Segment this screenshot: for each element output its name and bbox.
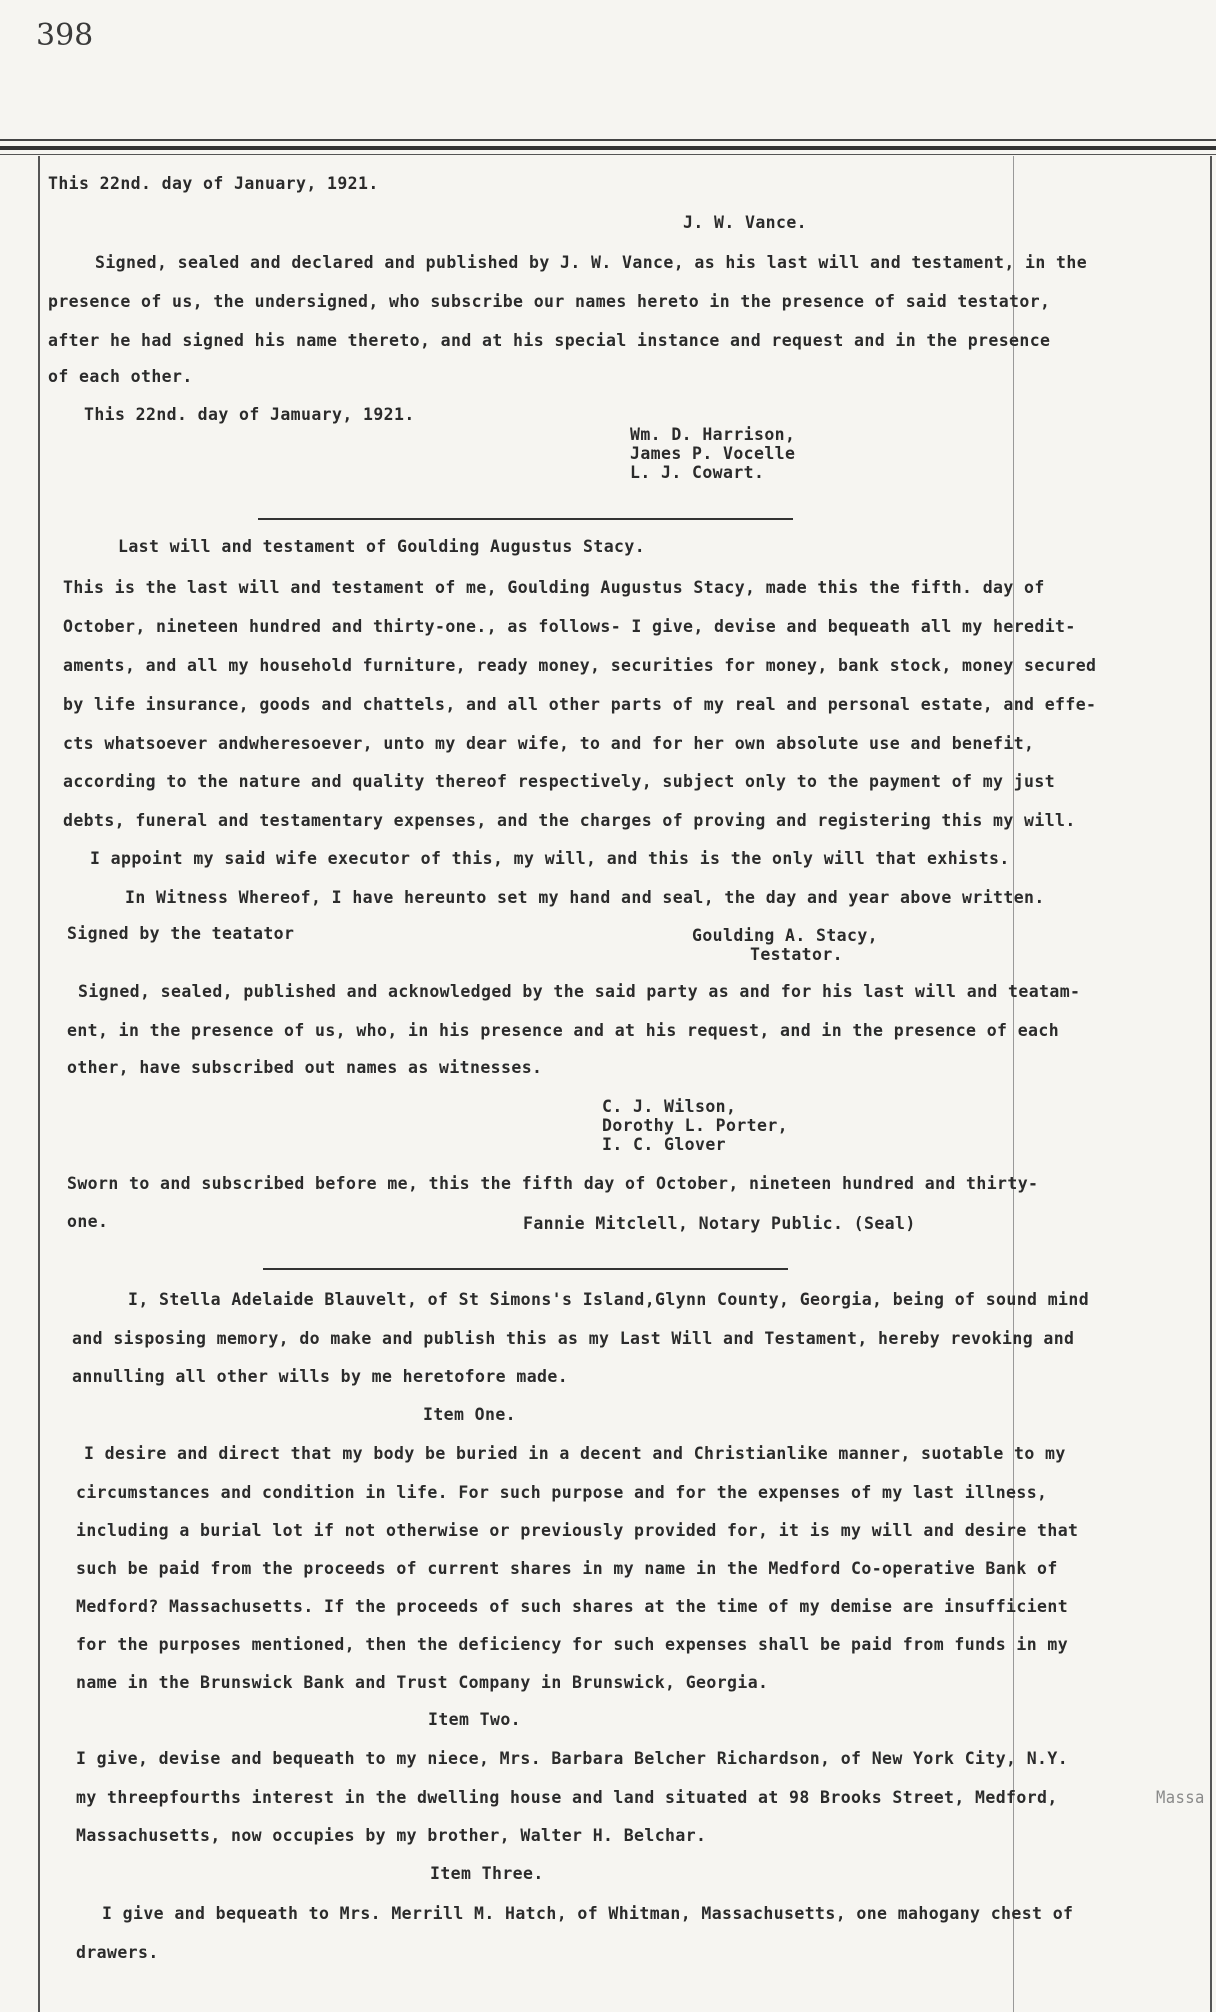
stacy-will-line: October, nineteen hundred and thirty-one., as follows- I give, devise and bequeath all my heredit- — [63, 617, 1076, 636]
blauvelt-will-line: circumstances and condition in life. For such purpose and for the expenses of my last illness, — [76, 1483, 1048, 1502]
stacy-will-line: In Witness Whereof, I have hereunto set my hand and seal, the day and year above written. — [125, 888, 1045, 907]
top-rule-thick — [0, 146, 1216, 150]
stacy-will-line: cts whatsoever andwheresoever, unto my dear wife, to and for her own absolute use and benefit, — [63, 734, 1035, 753]
notary-line: one. — [67, 1212, 109, 1231]
stacy-witness-names — [602, 1097, 788, 1154]
top-rule-hairline — [0, 154, 1216, 155]
vance-signature: J. W. Vance. — [683, 213, 808, 232]
stacy-signed-by: Signed by the teatator — [67, 924, 295, 943]
stacy-will-line: aments, and all my household furniture, ready money, securities for money, bank stock, money secured — [63, 656, 1097, 675]
notary-line: Sworn to and subscribed before me, this the fifth day of October, nineteen hundred and thirty- — [67, 1174, 1039, 1193]
vance-witness-names — [630, 425, 795, 482]
blauvelt-will-line: including a burial lot if not otherwise or previously provided for, it is my will and desire that — [76, 1521, 1079, 1540]
witness-name: Dorothy L. Porter, — [602, 1116, 789, 1135]
stacy-attestation-line: other, have subscribed out names as witnesses. — [67, 1058, 543, 1077]
section-divider — [263, 1268, 788, 1270]
stacy-will-line: according to the nature and quality thereof respectively, subject only to the payment of my just — [63, 772, 1056, 791]
stacy-will-line: debts, funeral and testamentary expenses, and the charges of proving and registering this my will. — [63, 811, 1076, 830]
right-edge-line — [1210, 156, 1212, 2012]
stacy-will-line: This is the last will and testament of me, Goulding Augustus Stacy, made this the fifth. day of — [63, 578, 1045, 597]
witness-name: James P. Vocelle — [630, 444, 796, 463]
blauvelt-will-line: Massachusetts, now occupies by my brother, Walter H. Belchar. — [76, 1826, 707, 1845]
blauvelt-will-line: I desire and direct that my body be buried in a decent and Christianlike manner, suotable to my — [84, 1444, 1066, 1463]
stacy-signature-title: Testator. — [750, 945, 844, 964]
blauvelt-will-line: I give and bequeath to Mrs. Merrill M. Hatch, of Whitman, Massachusetts, one mahogany chest of — [102, 1904, 1074, 1923]
item-heading: Item Two. — [428, 1710, 522, 1729]
witness-name: C. J. Wilson, — [602, 1097, 737, 1116]
blauvelt-will-line: my threepfourths interest in the dwelling house and land situated at 98 Brooks Street, Medford, — [76, 1788, 1058, 1807]
stacy-will-line: I appoint my said wife executor of this, my will, and this is the only will that exhists. — [90, 849, 1010, 868]
stacy-attestation-line: Signed, sealed, published and acknowledged by the said party as and for his last will and teatam- — [78, 982, 1081, 1001]
stacy-will-heading: Last will and testament of Goulding Augustus Stacy. — [118, 537, 646, 556]
blauvelt-will-line: such be paid from the proceeds of current shares in my name in the Medford Co-operative Bank of — [76, 1559, 1058, 1578]
item-heading: Item Three. — [430, 1864, 544, 1883]
stacy-signature: Goulding A. Stacy, — [692, 926, 879, 945]
stacy-attestation-line: ent, in the presence of us, who, in his presence and at his request, and in the presence of each — [67, 1021, 1060, 1040]
top-rule-thin — [0, 139, 1216, 141]
blauvelt-will-line: I, Stella Adelaide Blauvelt, of St Simons's Island,Glynn County, Georgia, being of sound mind — [128, 1290, 1090, 1309]
blauvelt-will-line: name in the Brunswick Bank and Trust Company in Brunswick, Georgia. — [76, 1673, 769, 1692]
vance-witness-date: This 22nd. day of Jamuary, 1921. — [84, 405, 415, 424]
blauvelt-will-line: Medford? Massachusetts. If the proceeds of such shares at the time of my demise are insufficient — [76, 1597, 1069, 1616]
witness-name: L. J. Cowart. — [630, 463, 765, 482]
margin-note: Massa — [1156, 1788, 1205, 1807]
witness-name: I. C. Glover — [602, 1135, 727, 1154]
witness-name: Wm. D. Harrison, — [630, 425, 796, 444]
item-heading: Item One. — [423, 1405, 517, 1424]
notary-signature: Fannie Mitclell, Notary Public. (Seal) — [523, 1214, 916, 1233]
blauvelt-will-line: I give, devise and bequeath to my niece, Mrs. Barbara Belcher Richardson, of New York City, N.Y. — [76, 1749, 1069, 1768]
section-divider — [258, 518, 793, 520]
blauvelt-will-line: drawers. — [76, 1943, 159, 1962]
vance-attestation-line: of each other. — [48, 367, 193, 386]
blauvelt-will-line: annulling all other wills by me heretofore made. — [72, 1367, 569, 1386]
vance-attestation-line: after he had signed his name thereto, and at his special instance and request and in the presence — [48, 331, 1051, 350]
stacy-will-line: by life insurance, goods and chattels, and all other parts of my real and personal estate, and effe- — [63, 695, 1097, 714]
page-number: 398 — [36, 18, 94, 53]
left-margin-line — [38, 156, 40, 2012]
blauvelt-will-line: and sisposing memory, do make and publish this as my Last Will and Testament, hereby revoking and — [72, 1329, 1075, 1348]
blauvelt-will-line: for the purposes mentioned, then the deficiency for such expenses shall be paid from funds in my — [76, 1635, 1069, 1654]
vance-date-line: This 22nd. day of January, 1921. — [48, 174, 379, 193]
column-line — [1013, 156, 1014, 2012]
vance-attestation-line: Signed, sealed and declared and published by J. W. Vance, as his last will and testament, in the — [95, 253, 1088, 272]
vance-attestation-line: presence of us, the undersigned, who subscribe our names hereto in the presence of said testator, — [48, 292, 1051, 311]
